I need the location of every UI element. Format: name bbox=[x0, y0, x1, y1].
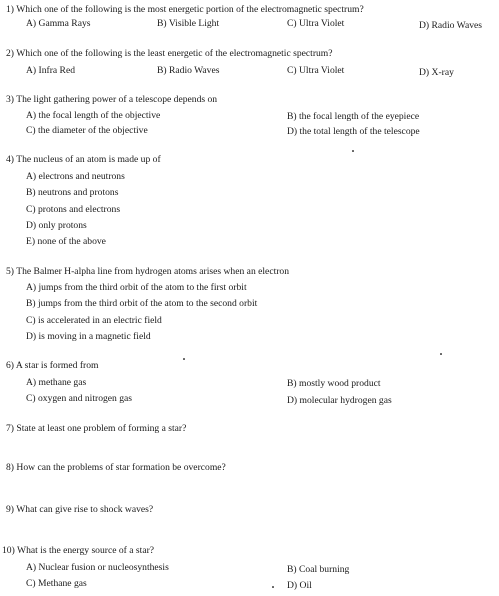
option-c: C) protons and electrons bbox=[26, 204, 121, 215]
question-10 bbox=[2, 545, 154, 557]
question-number: 7) bbox=[6, 423, 14, 434]
question-number: 8) bbox=[6, 462, 14, 473]
scan-speck bbox=[440, 353, 442, 355]
option-d: D) only protons bbox=[26, 220, 87, 231]
option-a: A) Infra Red bbox=[26, 65, 76, 76]
option-b: B) the focal length of the eyepiece bbox=[287, 111, 420, 122]
question-number: 9) bbox=[6, 504, 14, 515]
question-3 bbox=[6, 94, 217, 106]
question-9 bbox=[6, 504, 153, 516]
option-c: C) Ultra Violet bbox=[287, 65, 345, 76]
question-text: The Balmer H-alpha line from hydrogen atoms arises when an electron bbox=[16, 266, 290, 277]
option-b: B) Radio Waves bbox=[157, 65, 220, 76]
option-d: D) Radio Waves bbox=[419, 20, 482, 31]
option-a: A) jumps from the third orbit of the atom to the first orbit bbox=[26, 282, 247, 293]
option-a: A) electrons and neutrons bbox=[26, 171, 125, 182]
question-6 bbox=[6, 360, 98, 372]
question-text: What is the energy source of a star? bbox=[17, 545, 155, 556]
option-e: E) none of the above bbox=[26, 236, 106, 247]
option-c: C) Methane gas bbox=[26, 578, 87, 589]
question-5 bbox=[6, 266, 289, 278]
question-text: The light gathering power of a telescope depends on bbox=[16, 94, 218, 105]
question-number: 4) bbox=[6, 154, 14, 165]
question-text: Which one of the following is the most energetic portion of the electromagnetic spectrum? bbox=[16, 4, 364, 15]
question-1 bbox=[6, 4, 364, 16]
option-b: B) neutrons and protons bbox=[26, 187, 119, 198]
option-d: D) the total length of the telescope bbox=[287, 126, 420, 137]
option-d: D) is moving in a magnetic field bbox=[26, 331, 151, 342]
scan-speck bbox=[183, 358, 185, 360]
option-a: A) Gamma Rays bbox=[26, 18, 91, 29]
question-2 bbox=[6, 48, 333, 60]
question-number: 10) bbox=[2, 545, 15, 556]
option-c: C) Ultra Violet bbox=[287, 18, 345, 29]
option-d: D) X-ray bbox=[419, 67, 454, 78]
option-c: C) is accelerated in an electric field bbox=[26, 315, 162, 326]
option-b: B) mostly wood product bbox=[287, 378, 381, 389]
question-8 bbox=[6, 462, 226, 474]
question-number: 6) bbox=[6, 360, 14, 371]
question-number: 5) bbox=[6, 266, 14, 277]
option-a: A) Nuclear fusion or nucleosynthesis bbox=[26, 562, 169, 573]
option-b: B) Coal burning bbox=[287, 564, 350, 575]
scan-speck bbox=[352, 150, 354, 152]
question-text: A star is formed from bbox=[15, 360, 99, 371]
question-7 bbox=[6, 423, 186, 435]
question-text: What can give rise to shock waves? bbox=[16, 504, 154, 515]
option-b: B) Visible Light bbox=[157, 18, 220, 29]
question-number: 3) bbox=[6, 94, 14, 105]
option-b: B) jumps from the third orbit of the atom to the second orbit bbox=[26, 298, 258, 309]
question-text: Which one of the following is the least energetic of the electromagnetic spectrum? bbox=[16, 48, 333, 59]
option-a: A) the focal length of the objective bbox=[26, 110, 161, 121]
question-text: The nucleus of an atom is made up of bbox=[16, 154, 161, 165]
option-a: A) methane gas bbox=[26, 377, 87, 388]
scan-speck bbox=[272, 586, 274, 588]
question-4 bbox=[6, 154, 161, 166]
option-d: D) Oil bbox=[287, 580, 312, 591]
question-number: 2) bbox=[6, 48, 14, 59]
question-text: How can the problems of star formation be overcome? bbox=[16, 462, 226, 473]
question-text: State at least one problem of forming a star? bbox=[16, 423, 187, 434]
question-number: 1) bbox=[6, 4, 14, 15]
option-c: C) oxygen and nitrogen gas bbox=[26, 393, 133, 404]
option-c: C) the diameter of the objective bbox=[26, 125, 148, 136]
option-d: D) molecular hydrogen gas bbox=[287, 395, 392, 406]
